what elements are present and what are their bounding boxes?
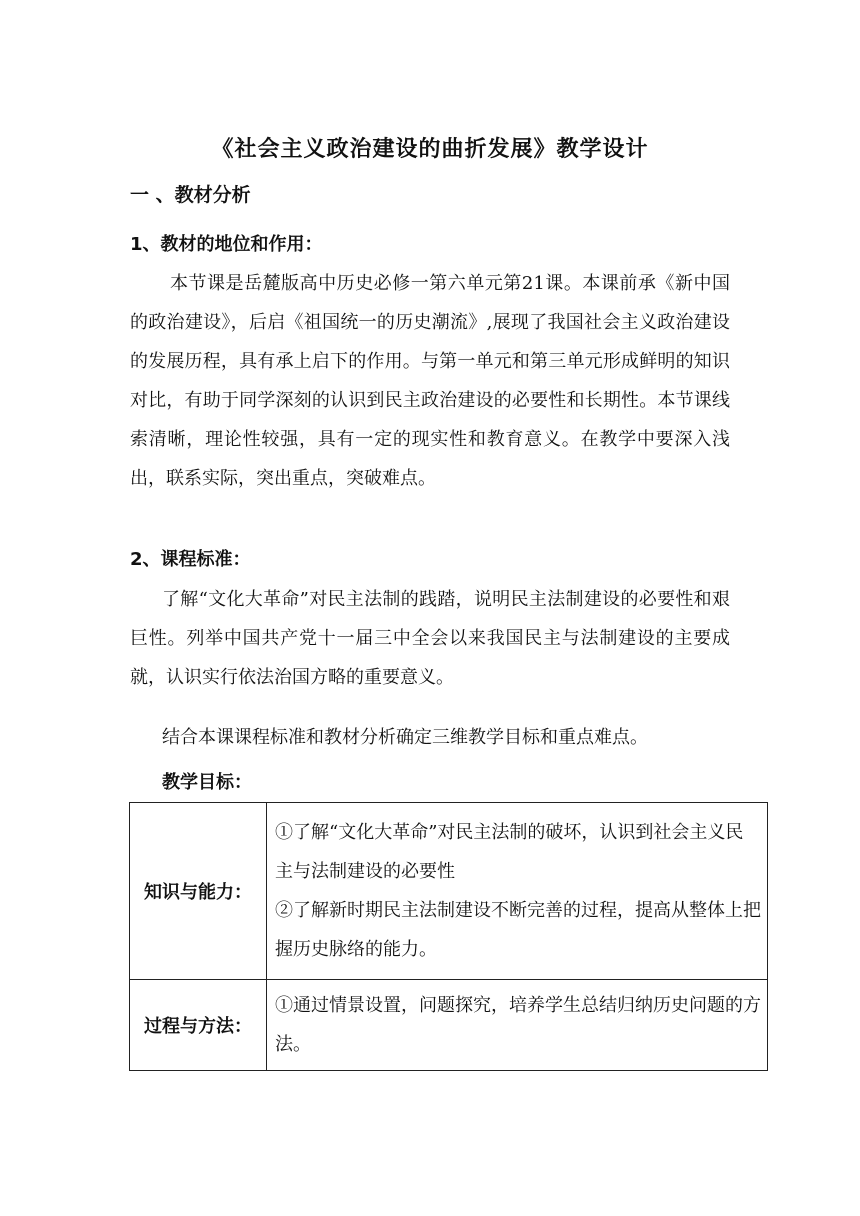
- paragraph-curriculum-standard: 了解“文化大革命”对民主法制的践踏，说明民主法制建设的必要性和艰巨性。列举中国共产党十一届三中全会以来我国民主与法制建设的主要成就，认识实行依法治国方略的重要意义。: [130, 589, 730, 688]
- objective-line: ①通过情景设置，问题探究，培养学生总结归纳历史问题的方法。: [275, 995, 761, 1055]
- row-content-knowledge-ability: [267, 803, 768, 980]
- table-row: [130, 980, 768, 1071]
- objective-line: ①了解“文化大革命”对民主法制的破坏，认识到社会主义民主与法制建设的必要性: [275, 822, 744, 882]
- row-label-knowledge-ability: 知识与能力：: [130, 803, 267, 980]
- objective-line: ②了解新时期民主法制建设不断完善的过程，提高从整体上把握历史脉络的能力。: [275, 900, 761, 960]
- paragraph-objectives-intro: 结合本课课程标准和教材分析确定三维教学目标和重点难点。: [162, 727, 648, 748]
- paragraph-position-role: 本节课是岳麓版高中历史必修一第六单元第21课。本课前承《新中国的政治建设》，后启《祖国统一的历史潮流》,展现了我国社会主义政治建设的发展历程，具有承上启下的作用。与第一单元和第三单元形成鲜明的知识对比，有助于同学深刻的认识到民主政治建设的必要性和长期性。本节课线索清晰，理论性较强，具有一定的现实性和教育意义。在教学中要深入浅出，联系实际，突出重点，突破难点。: [130, 273, 730, 489]
- objectives-heading: 教学目标：: [162, 772, 252, 793]
- section-heading-textbook-analysis: 一 、教材分析: [130, 184, 251, 206]
- subsection-heading-curriculum-standard: 2、课程标准：: [130, 549, 251, 570]
- table-row: [130, 803, 768, 980]
- document-title: 《社会主义政治建设的曲折发展》教学设计: [211, 137, 649, 162]
- row-label-process-method: 过程与方法：: [130, 980, 267, 1071]
- row-content-process-method: [267, 980, 768, 1071]
- objectives-table: [129, 802, 768, 1071]
- subsection-heading-position-role: 1、教材的地位和作用：: [130, 234, 323, 255]
